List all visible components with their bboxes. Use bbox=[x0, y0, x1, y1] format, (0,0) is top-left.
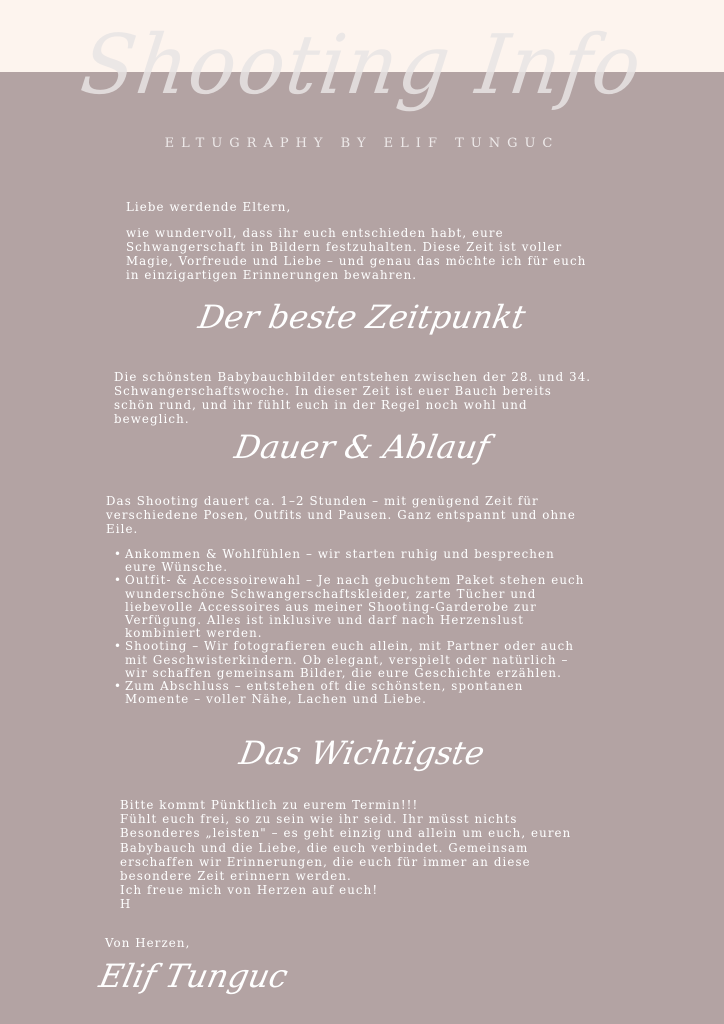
flow-bullet-list bbox=[106, 548, 646, 706]
page-title: Shooting Info bbox=[75, 18, 649, 113]
bullet-text: Outfit- & Accessoirewahl – Je nach gebuchtem Paket stehen euch wunderschöne Schwangerschaftskleider, zarte Tücher und liebevolle Accessoires aus meiner Shooting-Garderobe zur Verfügung. Alles ist inklusive und darf nach Herzenslust kombiniert werden. bbox=[125, 573, 585, 641]
best-time-text: Die schönsten Babybauchbilder entstehen zwischen der 28. und 34. Schwangerschaftswoche. In dieser Zeit ist euer Bauch bereits schön rund, und ihr fühlt euch in der Regel noch wohl und beweglich. bbox=[114, 370, 592, 426]
closing-text: Von Herzen, bbox=[105, 936, 191, 950]
brand-name: ELTUGRAPHY BY ELIF TUNGUC bbox=[164, 136, 560, 151]
bullet-text: Shooting – Wir fotografieren euch allein, mit Partner oder auch mit Geschwisterkindern. Ob elegant, verspielt oder natürlich – wir schaffen gemeinsam Bilder, die eure Geschichte erzählen. bbox=[125, 639, 575, 680]
heading-best-time: Der beste Zeitpunkt bbox=[195, 298, 529, 336]
heading-most-important: Das Wichtigste bbox=[236, 734, 488, 772]
heading-duration-flow: Dauer & Ablauf bbox=[231, 428, 493, 466]
list-item: • Zum Abschluss – entstehen oft die schönsten, spontanen Momente – voller Nähe, Lachen und Liebe. bbox=[114, 679, 524, 707]
list-item: • Outfit- & Accessoirewahl – Je nach gebuchtem Paket stehen euch wunderschöne Schwangerschaftskleider, zarte Tücher und liebevolle Accessoires aus meiner Shooting-Garderobe zur Verfügung. Alles ist inklusive und darf nach Herzenslust kombiniert werden. bbox=[114, 573, 585, 641]
list-item: • Shooting – Wir fotografieren euch allein, mit Partner oder auch mit Geschwisterkindern. Ob elegant, verspielt oder natürlich – wir schaffen gemeinsam Bilder, die eure Geschichte erzählen. bbox=[114, 639, 575, 680]
list-item: • Ankommen & Wohlfühlen – wir starten ruhig und besprechen eure Wünsche. bbox=[114, 547, 555, 575]
intro-text: wie wundervoll, dass ihr euch entschieden habt, eure Schwangerschaft in Bildern festzuhalten. Diese Zeit ist voller Magie, Vorfreude und Liebe – und genau das möchte ich für euch in einzigartigen Erinnerungen bewahren. bbox=[126, 226, 587, 282]
important-text: Bitte kommt Pünktlich zu eurem Termin!!! Fühlt euch frei, so zu sein wie ihr seid. Ihr müsst nichts Besonderes „leisten" – es geht einzig und allein um euch, euren Babybauch und die Liebe, die euch verbindet. Gemeinsam erschaffen wir Erinnerungen, die euch für immer an diese besondere Zeit erinnern werden. Ich freue mich von Herzen auf euch! H bbox=[120, 798, 572, 912]
bullet-text: Ankommen & Wohlfühlen – wir starten ruhig und besprechen eure Wünsche. bbox=[125, 547, 555, 575]
intro-greeting: Liebe werdende Eltern, bbox=[126, 200, 292, 214]
duration-text: Das Shooting dauert ca. 1–2 Stunden – mit genügend Zeit für verschiedene Posen, Outfits und Pausen. Ganz entspannt und ohne Eile. bbox=[106, 494, 576, 536]
bullet-text: Zum Abschluss – entstehen oft die schönsten, spontanen Momente – voller Nähe, Lachen und Liebe. bbox=[125, 679, 524, 707]
signature: Elif Tunguc bbox=[95, 957, 292, 995]
